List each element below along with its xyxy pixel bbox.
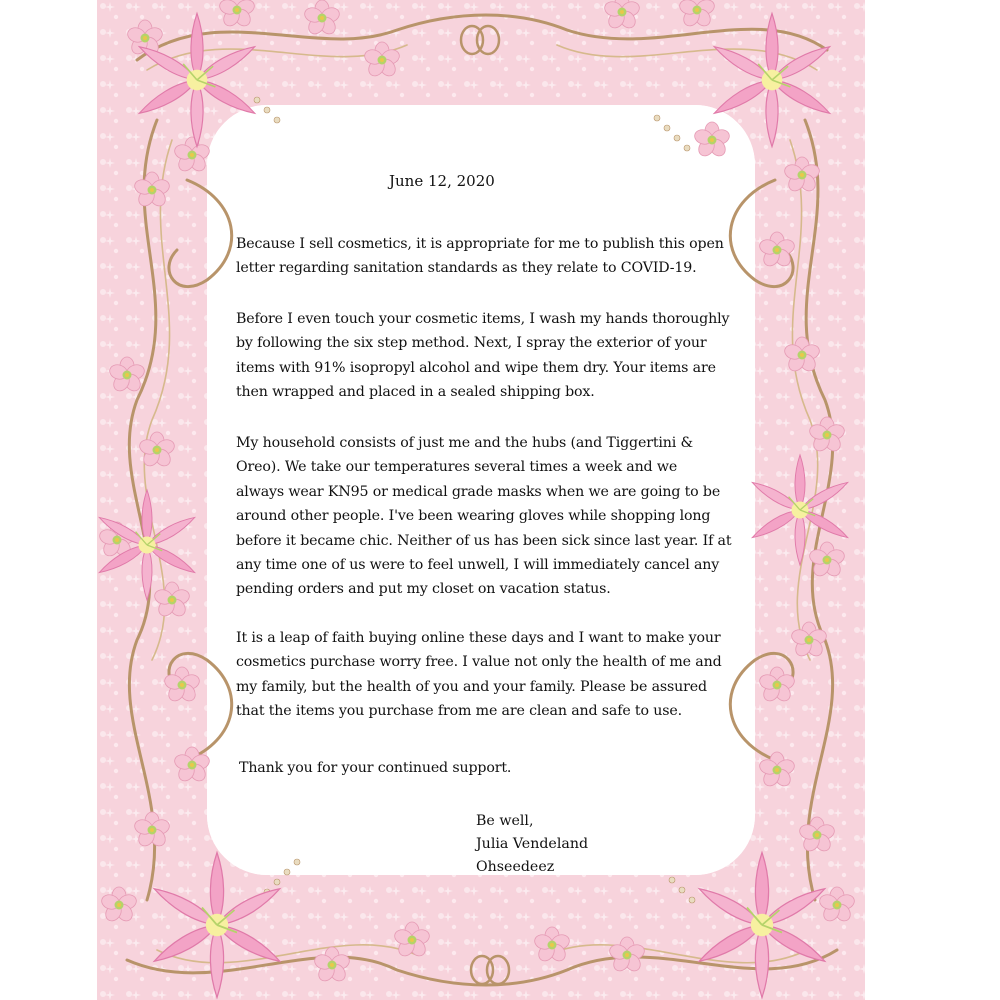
paragraph-line: around other people. I've been wearing gloves while shopping long bbox=[236, 508, 711, 525]
paragraph-line: any time one of us were to feel unwell, I will immediately cancel any bbox=[236, 557, 720, 574]
paragraph-line: Because I sell cosmetics, it is appropriate for me to publish this open bbox=[236, 236, 724, 252]
paragraph-line: letter regarding sanitation standards as they relate to COVID-19. bbox=[236, 260, 697, 277]
paragraph-line: always wear KN95 or medical grade masks when we are going to be bbox=[236, 483, 721, 500]
paragraph-line: Oreo). We take our temperatures several times a week and we bbox=[236, 459, 678, 476]
paragraph-line: my family, but the health of you and your family. Please be assured bbox=[236, 678, 707, 695]
paragraph-line: Thank you for your continued support. bbox=[239, 760, 512, 776]
paragraph-line: before it became chic. Neither of us has been sick since last year. If at bbox=[236, 532, 732, 549]
paragraph-handling bbox=[236, 307, 776, 405]
paragraph-sales-intro bbox=[236, 232, 776, 281]
signature-block bbox=[476, 810, 588, 879]
letter-date: June 12, 2020 bbox=[389, 172, 495, 190]
paragraph-line: pending orders and put my closet on vacation status. bbox=[236, 581, 611, 598]
paragraph-line: It is a leap of faith buying online these days and I want to make your bbox=[236, 630, 721, 646]
signature-company: Ohseedeez bbox=[476, 859, 555, 875]
signature-name: Julia Vendeland bbox=[476, 836, 589, 852]
paragraph-assurance bbox=[236, 626, 776, 724]
signature-closing: Be well, bbox=[476, 813, 534, 829]
paragraph-line: items with 91% isopropyl alcohol and wipe them dry. Your items are bbox=[236, 359, 716, 376]
paragraph-line: by following the six step method. Next, I spray the exterior of your bbox=[236, 335, 707, 352]
paragraph-line: then wrapped and placed in a sealed shipping box. bbox=[236, 384, 595, 401]
paragraph-line: cosmetics purchase worry free. I value not only the health of me and bbox=[236, 654, 722, 671]
paragraph-line: Before I even touch your cosmetic items, I wash my hands thoroughly bbox=[236, 311, 730, 327]
paragraph-line: My household consists of just me and the hubs (and Tiggertini & bbox=[236, 435, 694, 451]
paragraph-household bbox=[236, 431, 776, 602]
paragraph-thanks bbox=[239, 756, 779, 780]
paragraph-line: that the items you purchase from me are clean and safe to use. bbox=[236, 703, 682, 720]
